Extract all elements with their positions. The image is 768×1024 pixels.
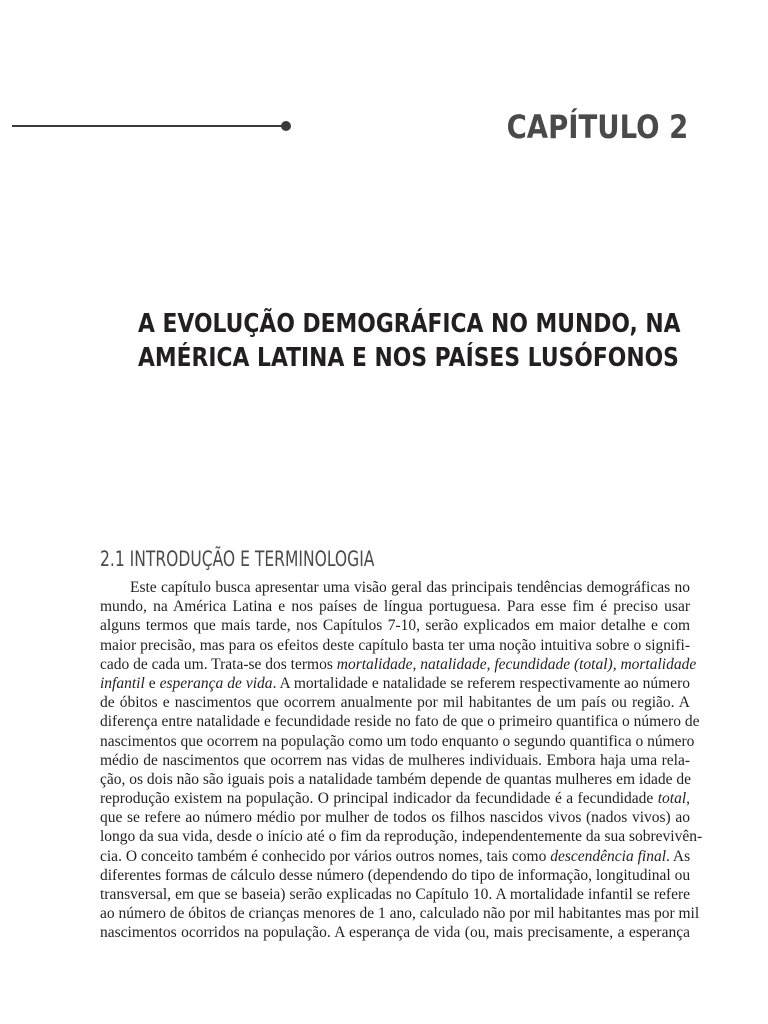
chapter-title-line-2: AMÉRICA LATINA E NOS PAÍSES LUSÓFONOS [138, 343, 679, 373]
paragraph-line [100, 674, 690, 693]
paragraph-line: Este capítulo busca apresentar uma visão geral das principais tendências demográficas no [130, 579, 690, 596]
paragraph-line: diferença entre natalidade e fecundidade reside no fato de que o primeiro quantifica o número de [100, 713, 700, 731]
italic-term: infantil [100, 674, 145, 692]
paragraph-line: mundo, na América Latina e nos países de língua portuguesa. Para esse fim é preciso usar [100, 598, 690, 616]
paragraph-line [100, 655, 697, 674]
body-paragraph [100, 578, 703, 943]
italic-term: total [657, 790, 687, 808]
chapter-rule-dot [281, 121, 291, 131]
paragraph-line: alguns termos que mais tarde, nos Capítulos 7-10, serão explicados em maior detalhe e com [100, 617, 690, 635]
paragraph-line: maior precisão, mas para os efeitos deste capítulo basta ter uma noção intuitiva sobre o signifi- [100, 636, 690, 654]
text-run: . As [666, 847, 691, 865]
paragraph-line: ção, os dois não são iguais pois a natalidade também depende de quantas mulheres em idade de [100, 770, 691, 788]
paragraph-line: diferentes formas de cálculo desse número (dependendo do tipo de informação, longitudinal ou [100, 866, 691, 884]
section-heading: 2.1 INTRODUÇÃO E TERMINOLOGIA [100, 547, 375, 571]
paragraph-line: de óbitos e nascimentos que ocorrem anualmente por mil habitantes de um país ou região. A [100, 694, 690, 712]
chapter-number: CAPÍTULO 2 [506, 108, 688, 146]
paragraph-line: que se refere ao número médio por mulher de todos os filhos nascidos vivos (nados vivos) ao [100, 809, 690, 827]
paragraph-line: ao número de óbitos de crianças menores de 1 ano, calculado não por mil habitantes mas por mil [100, 905, 700, 923]
text-run: . A mortalidade e natalidade se referem respectivamente ao número [272, 674, 690, 692]
chapter-title-line-1: A EVOLUÇÃO DEMOGRÁFICA NO MUNDO, NA [138, 309, 681, 339]
chapter-rule-line [12, 125, 284, 127]
paragraph-line: nascimentos ocorridos na população. A esperança de vida (ou, mais precisamente, a esperança [100, 924, 690, 942]
paragraph-line: nascimentos que ocorrem na população como um todo enquanto o segundo quantifica o número [100, 732, 695, 750]
italic-term: mortalidade, natalidade, fecundidade (total), mortalidade [336, 655, 697, 673]
paragraph-line: médio de nascimentos que ocorrem nas vidas de mulheres individuais. Embora haja uma rela- [100, 751, 690, 769]
paragraph-line [100, 847, 690, 866]
text-run: cado de cada um. Trata-se dos termos [100, 655, 337, 673]
paragraph-line: longo da sua vida, desde o início até o fim da reprodução, independentemente da sua sobrevivên- [100, 828, 703, 846]
italic-term: esperança de vida [159, 674, 273, 692]
paragraph-line: transversal, em que se baseia) serão explicadas no Capítulo 10. A mortalidade infantil se refere [100, 886, 690, 903]
text-run: cia. O conceito também é conhecido por vários outros nomes, tais como [100, 847, 551, 865]
text-run: reprodução existem na população. O principal indicador da fecundidade é a fecundidade [100, 790, 658, 808]
italic-term: descendência final [550, 847, 667, 865]
chapter-title [90, 307, 690, 375]
paragraph-line [100, 789, 690, 808]
text-run: e [144, 674, 160, 692]
text-run: , [686, 790, 690, 808]
